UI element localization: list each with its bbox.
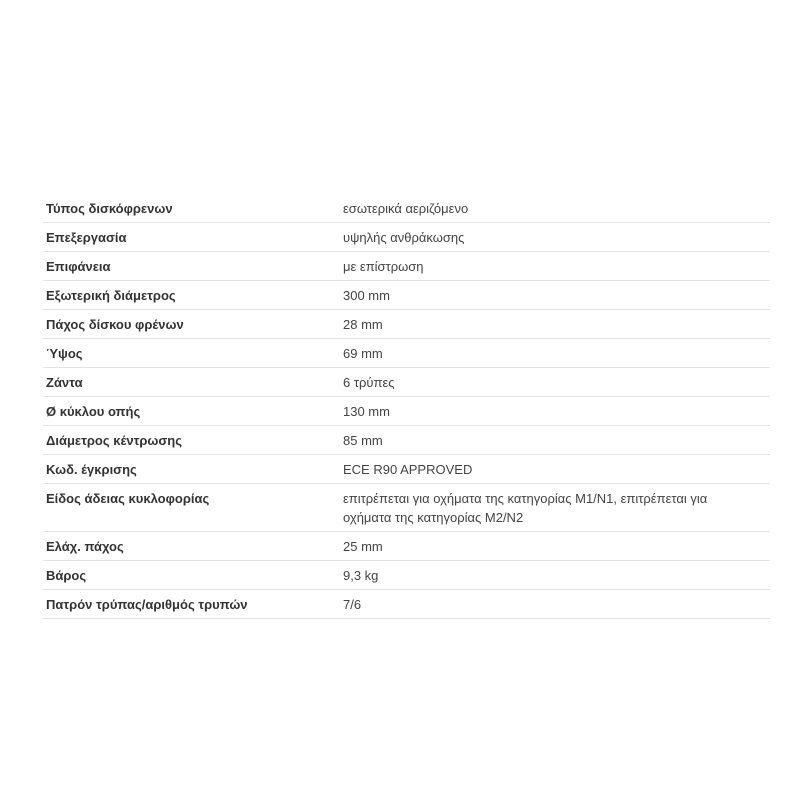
spec-label: Επιφάνεια <box>43 252 343 281</box>
spec-value: 28 mm <box>343 310 770 339</box>
spec-label: Κωδ. έγκρισης <box>43 455 343 484</box>
spec-label: Πατρόν τρύπας/αριθμός τρυπών <box>43 590 343 619</box>
spec-value: 130 mm <box>343 397 770 426</box>
specifications-table <box>43 194 770 619</box>
spec-value: 69 mm <box>343 339 770 368</box>
spec-value: επιτρέπεται για οχήματα της κατηγορίας M1/N1, επιτρέπεται για οχήματα της κατηγορίας M2/N2 <box>343 484 770 532</box>
spec-value: ECE R90 APPROVED <box>343 455 770 484</box>
spec-label: Διάμετρος κέντρωσης <box>43 426 343 455</box>
spec-row <box>43 590 770 619</box>
spec-label: Τύπος δισκόφρενων <box>43 194 343 223</box>
spec-row <box>43 223 770 252</box>
spec-value: υψηλής ανθράκωσης <box>343 223 770 252</box>
spec-row <box>43 484 770 532</box>
spec-row <box>43 455 770 484</box>
spec-row <box>43 194 770 223</box>
spec-label: Ύψος <box>43 339 343 368</box>
spec-label: Εξωτερική διάμετρος <box>43 281 343 310</box>
spec-value: 85 mm <box>343 426 770 455</box>
spec-row <box>43 426 770 455</box>
spec-value: 25 mm <box>343 532 770 561</box>
spec-value: 300 mm <box>343 281 770 310</box>
spec-label: Βάρος <box>43 561 343 590</box>
spec-row <box>43 561 770 590</box>
spec-value: 9,3 kg <box>343 561 770 590</box>
spec-row <box>43 281 770 310</box>
spec-label: Είδος άδειας κυκλοφορίας <box>43 484 343 532</box>
spec-label: Ζάντα <box>43 368 343 397</box>
spec-value: 7/6 <box>343 590 770 619</box>
spec-row <box>43 368 770 397</box>
spec-value: με επίστρωση <box>343 252 770 281</box>
spec-row <box>43 339 770 368</box>
spec-label: Πάχος δίσκου φρένων <box>43 310 343 339</box>
spec-label: Ø κύκλου οπής <box>43 397 343 426</box>
spec-row <box>43 252 770 281</box>
spec-row <box>43 397 770 426</box>
spec-label: Ελάχ. πάχος <box>43 532 343 561</box>
spec-label: Επεξεργασία <box>43 223 343 252</box>
spec-row <box>43 532 770 561</box>
spec-value: 6 τρύπες <box>343 368 770 397</box>
spec-value: εσωτερικά αεριζόμενο <box>343 194 770 223</box>
spec-row <box>43 310 770 339</box>
